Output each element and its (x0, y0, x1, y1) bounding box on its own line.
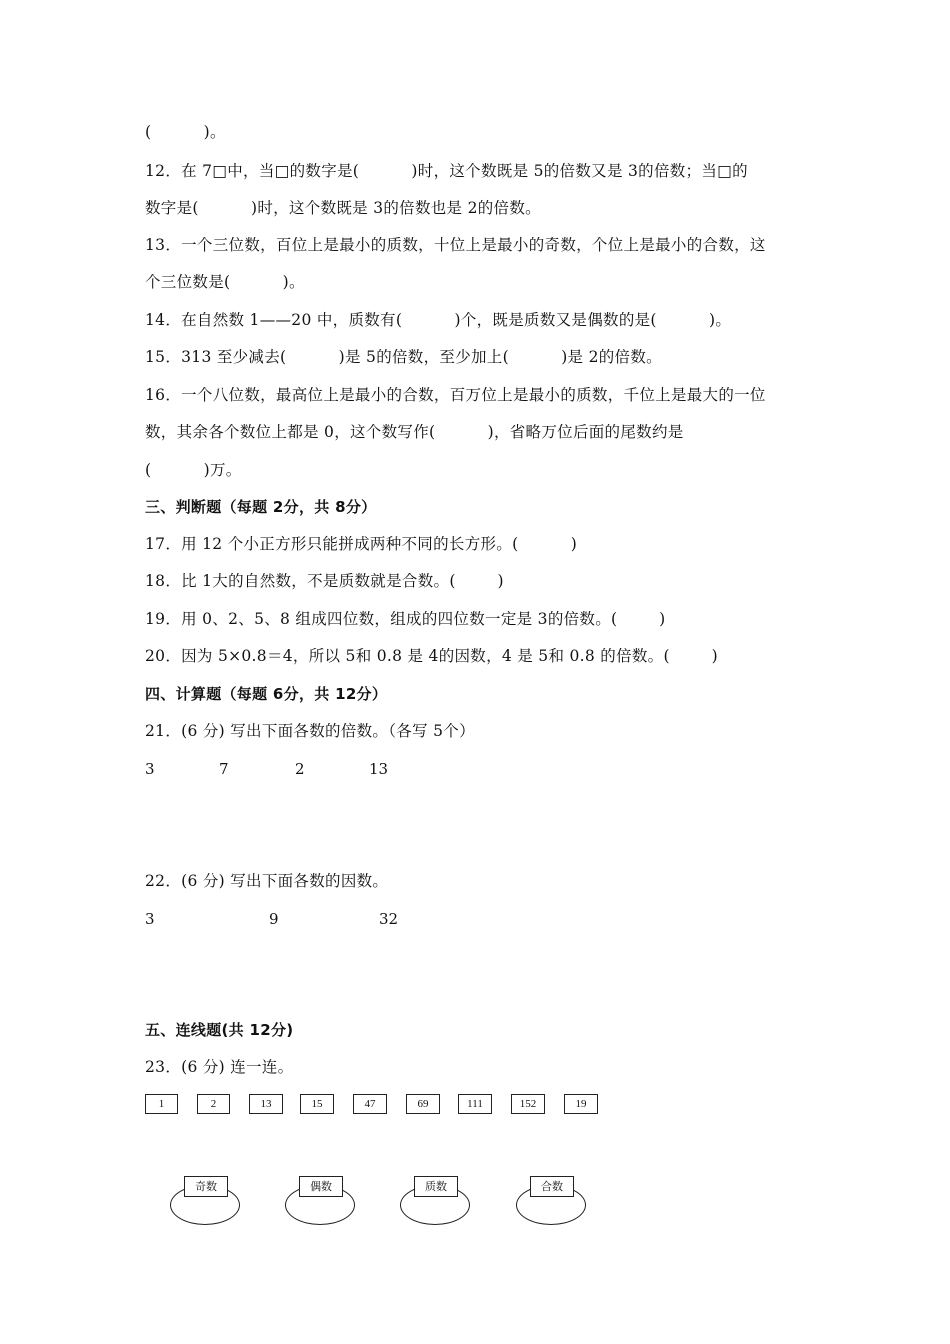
question-15: 15．313 至少减去( )是 5的倍数，至少加上( )是 2的倍数。 (145, 348, 662, 366)
question-19: 19．用 0、2、5、8 组成四位数，组成的四位数一定是 3的倍数。( ) (145, 610, 666, 628)
question-21: 21．(6 分) 写出下面各数的倍数。（各写 5个） (145, 722, 475, 740)
category-label-even: 偶数 (299, 1176, 343, 1197)
section-5-heading: 五、连线题(共 12分) (145, 1021, 294, 1039)
question-22: 22．(6 分) 写出下面各数的因数。 (145, 872, 389, 890)
number-box[interactable]: 1 (145, 1094, 178, 1114)
question-14: 14．在自然数 1——20 中，质数有( )个，既是质数又是偶数的是( )。 (145, 311, 732, 329)
question-18: 18．比 1大的自然数，不是质数就是合数。( ) (145, 572, 504, 590)
q22-number: 3 (145, 910, 155, 928)
number-box[interactable]: 69 (406, 1094, 440, 1114)
question-12-line2: 数字是( )时，这个数既是 3的倍数也是 2的倍数。 (145, 199, 541, 217)
category-label-odd: 奇数 (184, 1176, 228, 1197)
q21-number: 13 (369, 760, 389, 778)
question-12-line1: 12．在 7□中，当□的数字是( )时，这个数既是 5的倍数又是 3的倍数；当□的 (145, 162, 748, 180)
q22-number: 9 (269, 910, 279, 928)
section-3-heading: 三、判断题（每题 2分，共 8分） (145, 498, 377, 516)
number-box[interactable]: 152 (511, 1094, 545, 1114)
question-20: 20．因为 5×0.8＝4，所以 5和 0.8 是 4的因数，4 是 5和 0.8 的倍数。( ) (145, 647, 718, 665)
line-q11-end: ( )。 (145, 123, 226, 141)
question-23: 23．(6 分) 连一连。 (145, 1058, 294, 1076)
number-box[interactable]: 47 (353, 1094, 387, 1114)
question-16-line2: 数，其余各个数位上都是 0，这个数写作( )，省略万位后面的尾数约是 (145, 423, 684, 441)
q22-number: 32 (379, 910, 399, 928)
question-17: 17．用 12 个小正方形只能拼成两种不同的长方形。( ) (145, 535, 578, 553)
number-box[interactable]: 19 (564, 1094, 598, 1114)
section-4-heading: 四、计算题（每题 6分，共 12分） (145, 685, 388, 703)
question-16-line3: ( )万。 (145, 461, 242, 479)
category-label-composite: 合数 (530, 1176, 574, 1197)
q21-number: 3 (145, 760, 155, 778)
q21-number: 7 (219, 760, 229, 778)
question-13-line1: 13．一个三位数，百位上是最小的质数，十位上是最小的奇数，个位上是最小的合数，这 (145, 236, 766, 254)
number-box[interactable]: 2 (197, 1094, 230, 1114)
number-box[interactable]: 13 (249, 1094, 283, 1114)
number-box[interactable]: 15 (300, 1094, 334, 1114)
question-16-line1: 16．一个八位数，最高位上是最小的合数，百万位上是最小的质数，千位上是最大的一位 (145, 386, 766, 404)
category-label-prime: 质数 (414, 1176, 458, 1197)
question-13-line2: 个三位数是( )。 (145, 273, 305, 291)
number-box[interactable]: 111 (458, 1094, 492, 1114)
q21-number: 2 (295, 760, 305, 778)
